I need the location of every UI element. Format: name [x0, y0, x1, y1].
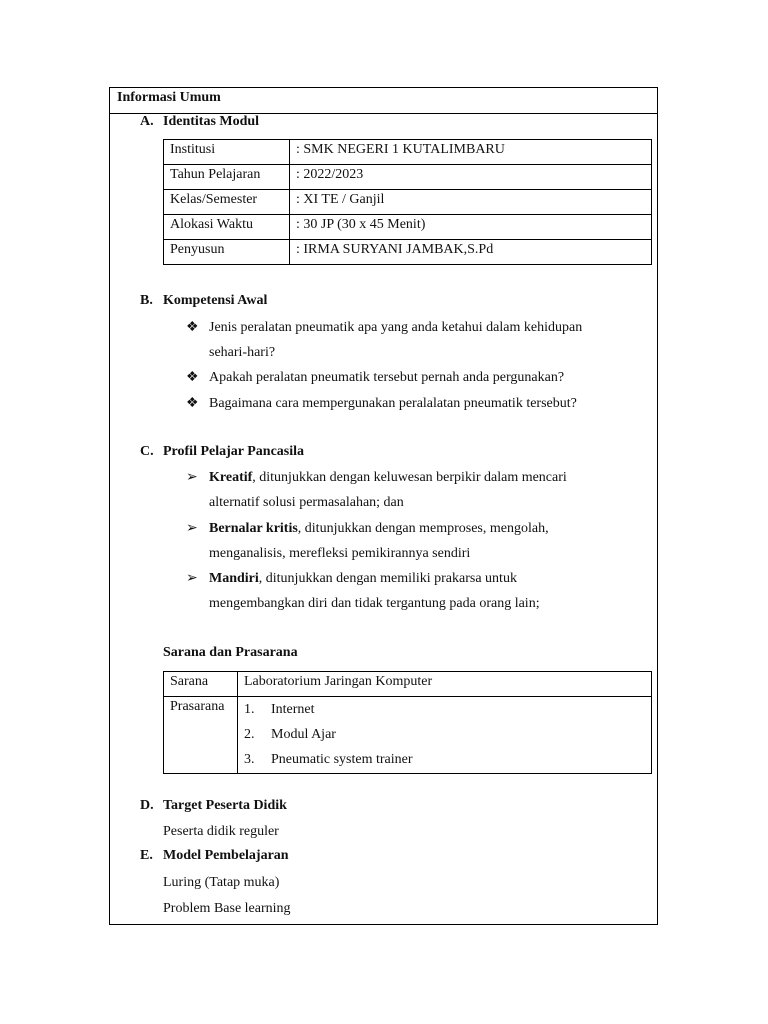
table-row: [164, 672, 652, 697]
list-item-text: menganalisis, merefleksi pemikirannya sendiri: [209, 546, 471, 561]
arrow-bullet-icon: ➢: [186, 521, 198, 536]
list-item: [186, 566, 646, 616]
list-item-keyword: Mandiri: [209, 571, 259, 586]
diamond-bullet-icon: ❖: [186, 370, 199, 385]
sarana-label: Sarana: [164, 672, 238, 697]
sarana-value: Laboratorium Jaringan Komputer: [238, 672, 652, 697]
list-item: [186, 465, 646, 515]
identity-table: [163, 139, 652, 265]
identity-label: Alokasi Waktu: [164, 215, 290, 240]
page-title: Informasi Umum: [110, 88, 657, 114]
list-item: [244, 697, 645, 722]
diamond-bullet-icon: ❖: [186, 396, 199, 411]
sarana-table: [163, 671, 652, 774]
section-a-title: Identitas Modul: [163, 114, 260, 129]
section-c-heading: [140, 444, 304, 460]
arrow-bullet-icon: ➢: [186, 470, 198, 485]
table-row: [164, 190, 652, 215]
section-c-title: Profil Pelajar Pancasila: [163, 444, 305, 459]
sarana-heading: Sarana dan Prasarana: [163, 645, 298, 660]
section-b-title: Kompetensi Awal: [163, 293, 268, 308]
table-row: [164, 165, 652, 190]
table-row: [164, 140, 652, 165]
section-e-letter: E.: [140, 848, 153, 863]
list-item: [186, 516, 646, 566]
table-row: [164, 240, 652, 265]
list-item-keyword: Bernalar kritis: [209, 521, 298, 536]
identity-value: : 30 JP (30 x 45 Menit): [290, 215, 652, 240]
list-item-number: 3.: [244, 752, 255, 767]
list-item-text: Jenis peralatan pneumatik apa yang anda ketahui dalam kehidupan: [209, 320, 583, 335]
section-b-letter: B.: [140, 293, 153, 308]
list-item-text: mengembangkan diri dan tidak tergantung pada orang lain;: [209, 596, 540, 611]
list-item: [186, 391, 646, 416]
section-a-letter: A.: [140, 114, 154, 129]
list-item-text: Pneumatic system trainer: [271, 752, 413, 767]
section-d-title: Target Peserta Didik: [163, 798, 287, 813]
identity-label: Tahun Pelajaran: [164, 165, 290, 190]
identity-label: Institusi: [164, 140, 290, 165]
list-item: [244, 747, 645, 772]
prasarana-list: [238, 697, 652, 774]
model-line-2: Problem Base learning: [163, 901, 291, 916]
table-row: [164, 215, 652, 240]
list-item-keyword: Kreatif: [209, 470, 253, 485]
list-item-text: Internet: [271, 702, 315, 717]
table-row: [164, 697, 652, 774]
list-item-text: , ditunjukkan dengan memiliki prakarsa untuk: [258, 571, 517, 586]
identity-label: Kelas/Semester: [164, 190, 290, 215]
target-text: Peserta didik reguler: [163, 824, 279, 839]
list-item-text: sehari-hari?: [209, 345, 276, 360]
list-item-text: , ditunjukkan dengan memproses, mengolah,: [297, 521, 549, 536]
list-item: [244, 722, 645, 747]
section-a-heading: [140, 114, 259, 130]
list-item-number: 1.: [244, 702, 255, 717]
identity-label: Penyusun: [164, 240, 290, 265]
section-b-heading: [140, 293, 267, 309]
diamond-bullet-icon: ❖: [186, 320, 199, 335]
section-e-heading: [140, 848, 289, 864]
prasarana-label: Prasarana: [164, 697, 238, 774]
list-item-text: Modul Ajar: [271, 727, 336, 742]
section-c-letter: C.: [140, 444, 154, 459]
identity-value: : XI TE / Ganjil: [290, 190, 652, 215]
section-d-heading: [140, 798, 287, 814]
list-item-text: Bagaimana cara mempergunakan peralalatan pneumatik tersebut?: [209, 396, 577, 411]
list-item: [186, 365, 646, 390]
section-d-letter: D.: [140, 798, 154, 813]
model-line-1: Luring (Tatap muka): [163, 875, 280, 890]
identity-value: : IRMA SURYANI JAMBAK,S.Pd: [290, 240, 652, 265]
list-item-text: Apakah peralatan pneumatik tersebut pernah anda pergunakan?: [209, 370, 565, 385]
list-item-text: , ditunjukkan dengan keluwesan berpikir dalam mencari: [252, 470, 567, 485]
identity-value: : 2022/2023: [290, 165, 652, 190]
list-item-text: alternatif solusi permasalahan; dan: [209, 495, 404, 510]
section-e-title: Model Pembelajaran: [163, 848, 289, 863]
identity-value: : SMK NEGERI 1 KUTALIMBARU: [290, 140, 652, 165]
list-item-number: 2.: [244, 727, 255, 742]
list-item: [186, 315, 646, 365]
arrow-bullet-icon: ➢: [186, 571, 198, 586]
